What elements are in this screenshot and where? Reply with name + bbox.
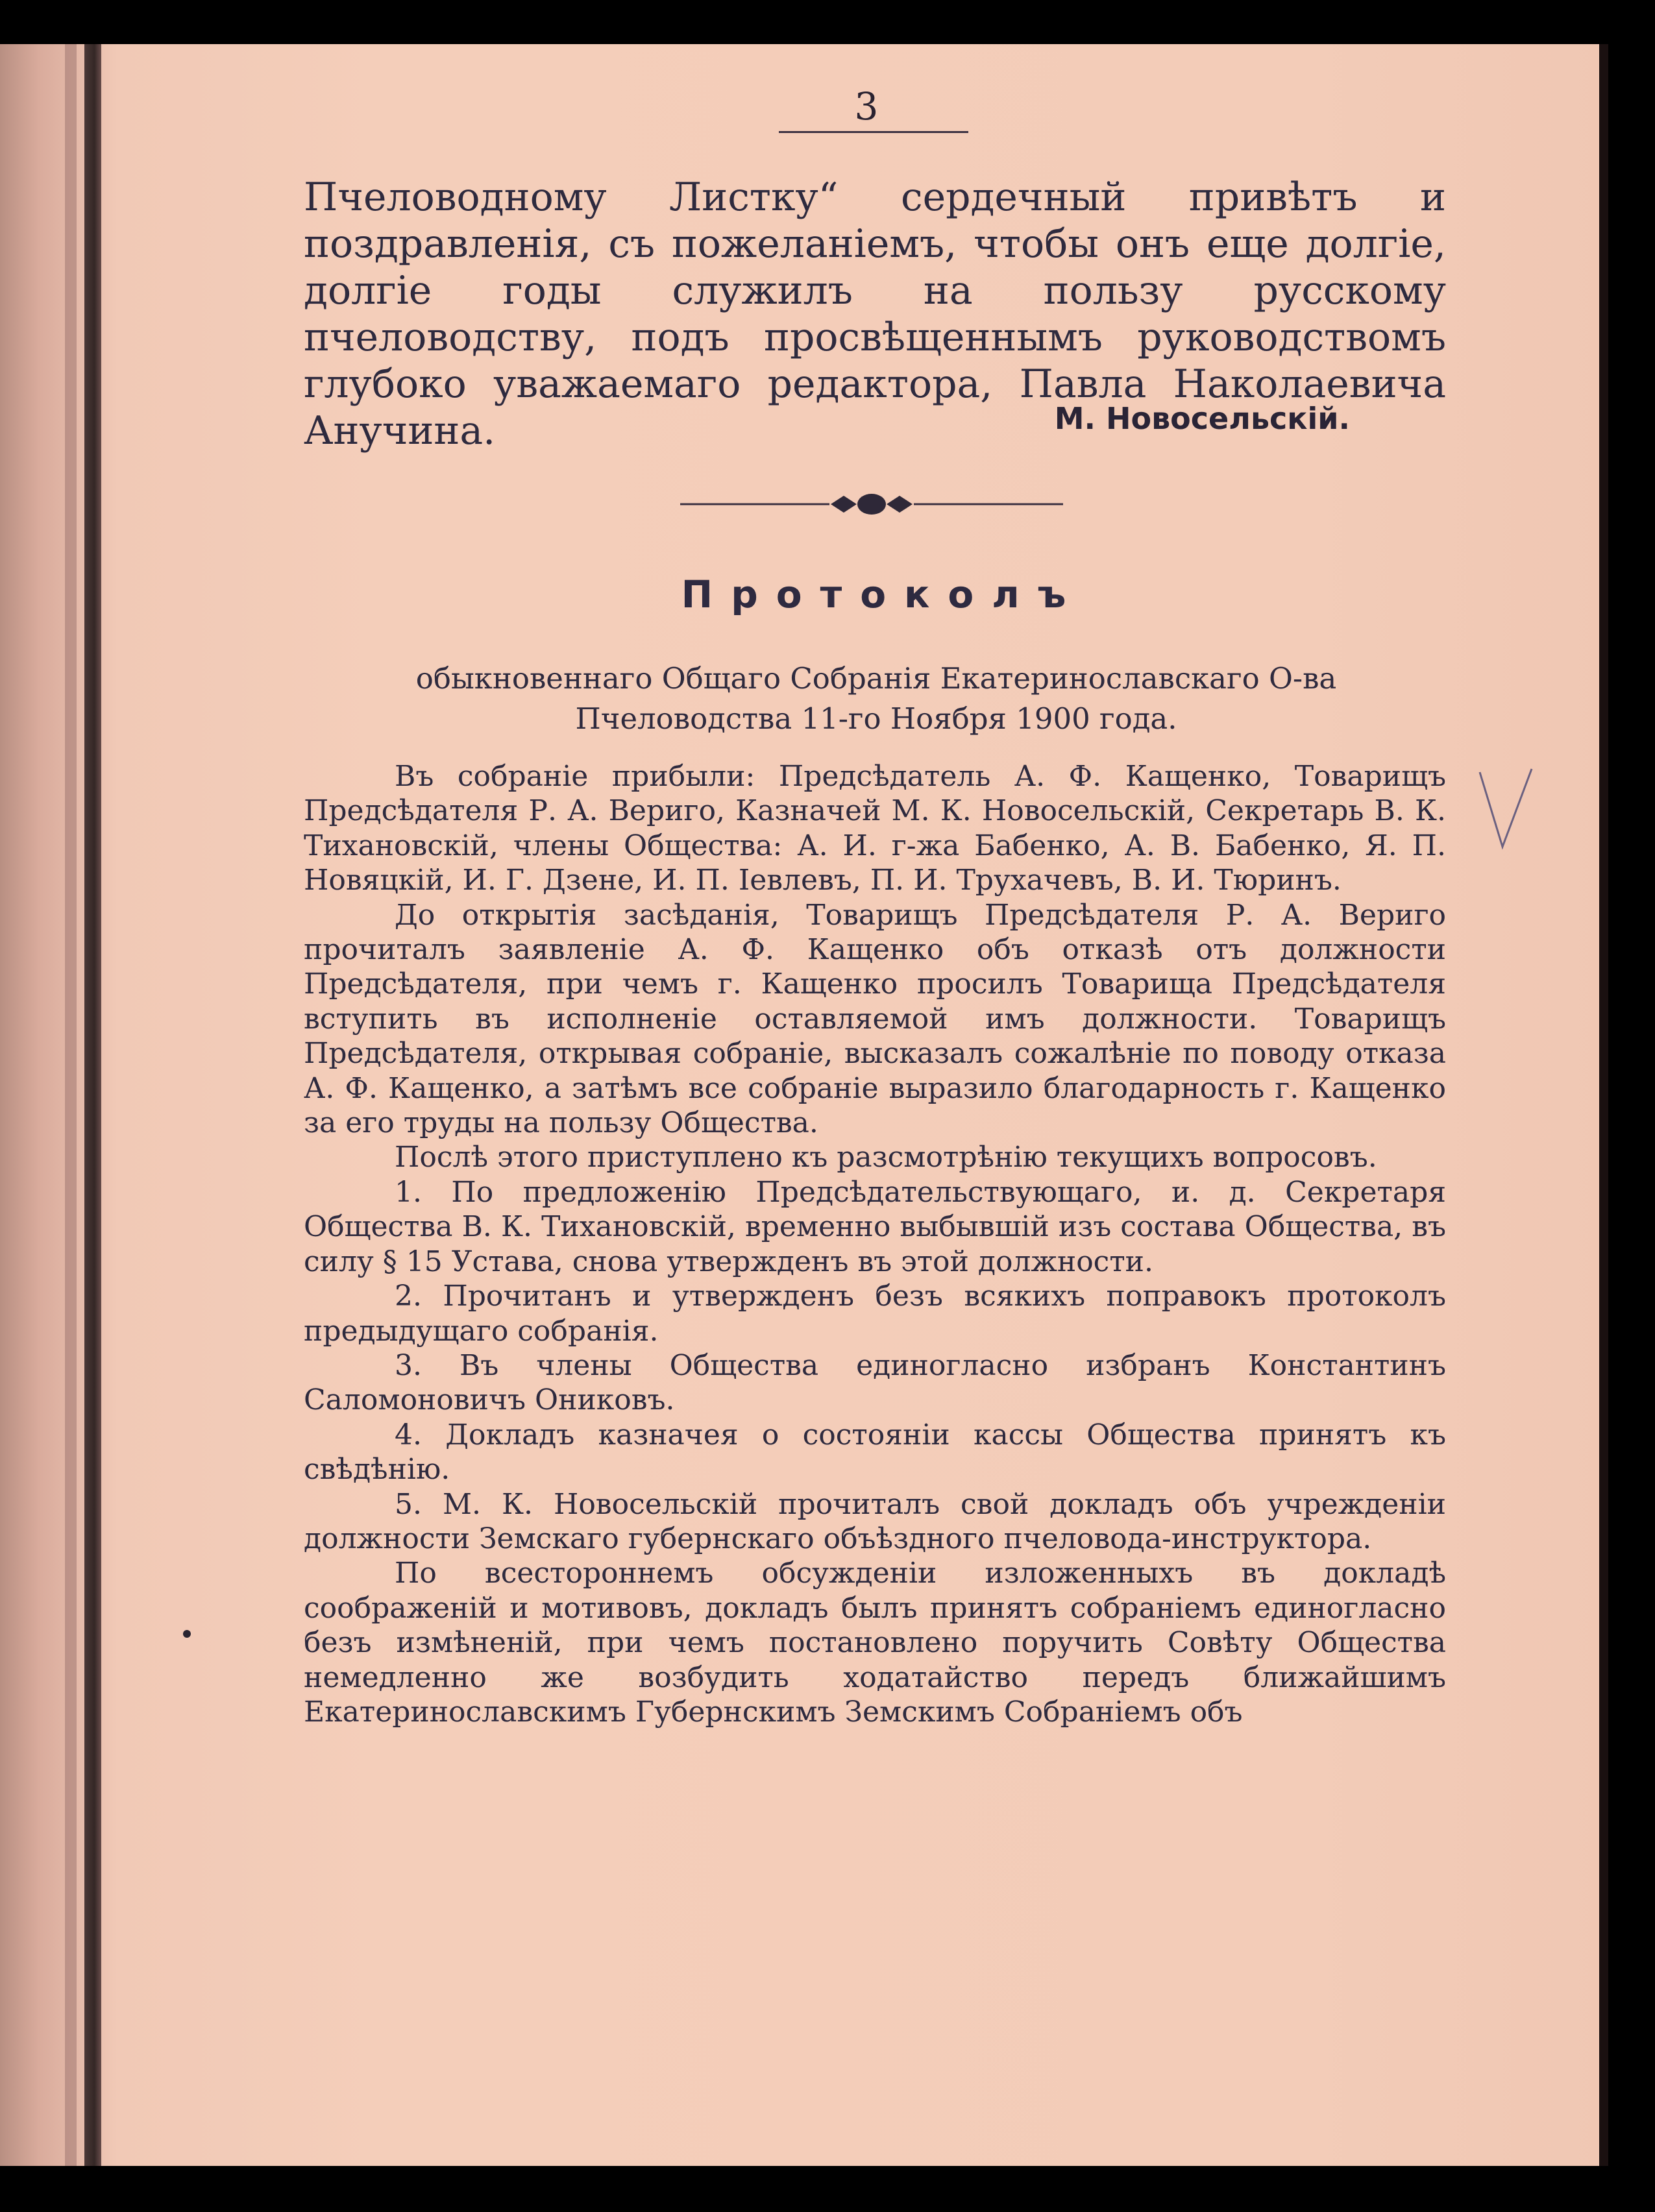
binding-edge — [84, 44, 101, 2166]
signature: М. Новосельскій. — [1054, 401, 1350, 436]
ornament-divider — [680, 488, 1063, 520]
paragraph-discussion: По всестороннемъ обсужденіи изложенныхъ въ докладѣ соображеній и мотивовъ, докладъ былъ принятъ собраніемъ единогласно безъ измѣненій, при чемъ постановлено поручить Совѣту Общества немедленно же возбудить ходатайство передъ ближайшимъ Екатеринославскимъ Губернскимъ Земскимъ Собраніемъ объ — [304, 1557, 1446, 1729]
lead-text: Пчеловодному Листку“ сердечный привѣтъ и поздравленія, съ пожеланіемъ, чтобы онъ еще долгіе, долгіе годы служилъ на пользу русскому пчеловодству, подъ просвѣщеннымъ руководствомъ глубоко уважаемаго редактора, Павла Наколаевича Анучина. — [304, 175, 1446, 454]
protocol-subtitle: обыкновеннаго Общаго Собранія Екатеринославскаго О-ва Пчеловодства 11-го Ноября 1900 года. — [415, 661, 1337, 736]
page-number: 3 — [854, 84, 879, 128]
paragraph-agenda: Послѣ этого приступлено къ разсмотрѣнію текущихъ вопросовъ. — [395, 1141, 1377, 1174]
page-number-rule — [779, 131, 968, 133]
heading-protocol: Протоколъ — [681, 572, 1085, 616]
binding-shadow — [65, 44, 77, 2166]
paragraph-opening: До открытія засѣданія, Товарищъ Предсѣдателя Р. А. Веригo прочиталъ заявленіе А. Ф. Кащенко объ отказѣ отъ должности Предсѣдателя, при чемъ г. Кащенко просилъ Товарища Предсѣдателя вступить въ исполненіе оставляемой имъ должности. Товарищъ Предсѣдателя, открывая собраніе, высказалъ сожалѣніе по поводу отказа А. Ф. Кащенко, а затѣмъ все собраніе выразило благодарность г. Кащенко за его труды на пользу Общества. — [304, 898, 1446, 1140]
paragraph-item-4: 4. Докладъ казначея о состояніи кассы Общества принятъ къ свѣдѣнію. — [304, 1418, 1446, 1487]
paragraph-item-1: 1. По предложенію Предсѣдательствующаго, и. д. Секретаря Общества В. К. Тихановскій, временно выбывшій изъ состава Общества, въ силу § 15 Устава, снова утвержденъ въ этой должности. — [304, 1175, 1446, 1278]
paragraph-item-2: 2. Прочитанъ и утвержденъ безъ всякихъ поправокъ протоколъ предыдущаго собранія. — [304, 1280, 1446, 1348]
protocol-body — [304, 759, 1446, 1729]
paragraph-item-3: 3. Въ члены Общества единогласно избранъ Константинъ Саломоновичъ Ониковъ. — [304, 1348, 1446, 1417]
margin-dot — [183, 1630, 191, 1638]
paragraph-item-5: 5. М. К. Новосельскій прочиталъ свой докладъ объ учрежденіи должности Земскаго губернскаго объѣздного пчеловода-инструктора. — [304, 1487, 1446, 1555]
pencil-check-mark — [1473, 766, 1538, 857]
page-right-edge — [1599, 44, 1608, 2166]
paragraph-attendees: Въ собраніе прибыли: Предсѣдатель А. Ф. Кащенко, Товарищъ Предсѣдателя Р. А. Веригo, Казначей М. К. Новосельскій, Секретарь В. К. Тихановскій, члены Общества: А. И. г-жа Бабенко, А. В. Бабенко, Я. П. Новяцкій, И. Г. Дзене, И. П. Іевлевъ, П. И. Трухачевъ, В. И. Тюринъ. — [304, 760, 1446, 897]
